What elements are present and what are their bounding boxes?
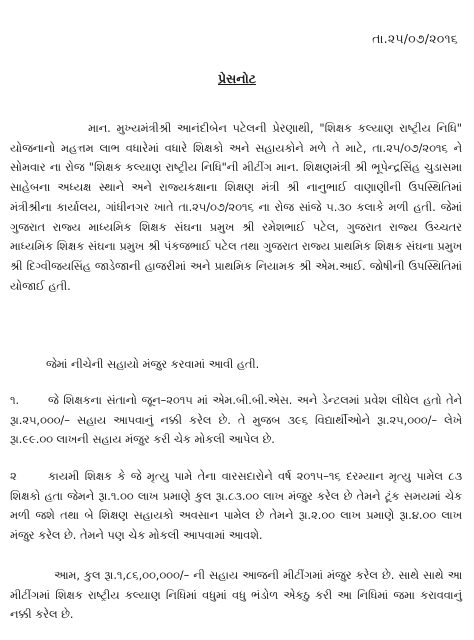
intro-paragraph: માન. મુખ્યમંત્રીશ્રી આનંદીબેન પટેલની પ્રેરણાથી, "શિક્ષક કલ્યાણ રાષ્ટ્રીય નિધિ" યોજનાનો મહત્તમ લાભ વધારેમાં વધારે શિક્ષકો અને સહાયકોને મળે તે માટે, તા.૨૫/૦૭/૨૦૧૬ ને સોમવાર ના રોજ "શિક્ષક કલ્યાણ રાષ્ટ્રીય નિધિ"ની મીટીંગ માન. શિક્ષણમંત્રી શ્રી ભૂપેન્દ્રસિંહ ચુડાસમા સાહેબના અધ્યક્ષ સ્થાને અને રાજ્યકક્ષાના શિક્ષણ મંત્રી શ્રી નાનુભાઈ વાણાણીની ઉપસ્થિતિમાં મંત્રીશ્રીના કાર્યાલય, ગાંધીનગર ખાતે તા.૨૫/૦૭/૨૦૧૬ ના રોજ સાંજે ૫.૩૦ કલાકે મળી હતી. જેમાં ગુજરાત રાજ્ય માધ્યમિક શિક્ષક સંઘના પ્રમુખ શ્રી રમેશભાઈ પટેલ, ગુજરાત રાજ્ય ઉચ્ચતર માધ્યમિક શિક્ષક સંઘના પ્રમુખ શ્રી પંકજભાઈ પટેલ તથા ગુજરાત રાજ્ય પ્રાથમિક શિક્ષક સંઘના પ્રમુખ શ્રી દિગ્વીજયસિંહ જાડેજાની હાજરીમાં અને પ્રાથમિક નિયામક શ્રી એમ.આઈ. જોષીની ઉપસ્થિતિમાં યોજાઈ હતી. — [10, 122, 462, 293]
item-text: જે શિક્ષકના સંતાનો જૂન–૨૦૧૫ માં એમ.બી.બી.એસ. અને ડેન્ટલમાં પ્રવેશ લીધેલ હતો તેને રૂા.૨૫,૦૦૦/– સહાય આપવાનું નક્કી કરેલ છે. તે મુજબ ૩૯૬ વિદ્યાર્થીઓને રૂા.૨૫,૦૦૦/– લેખે રૂા.૯૯.૦૦ લાખની સહાય મંજુર કરી ચેક મોકલી આપેલ છે. — [10, 394, 462, 447]
assistance-intro: જેમાં નીચેની સહાયો મંજુર કરવામાં આવી હતી. — [46, 358, 260, 371]
item-number: ૧. — [10, 394, 20, 407]
document-title: પ્રેસનોટ — [218, 71, 256, 86]
assistance-item-2 — [10, 467, 462, 546]
item-number: ૨ — [10, 470, 17, 483]
item-text: કાયમી શિક્ષક કે જે મૃત્યુ પામે તેના વારસદારોને વર્ષ ૨૦૧૫–૧૬ દરમ્યાન મૃત્યુ પામેલ ૮૩ શિક્ષકો હતા જેમને રૂા.૧.૦૦ લાખ પ્રમાણે કુલ રૂા.૮૩.૦૦ લાખ મંજુર કરેલ છે તેમને ટૂંક સમયમાં ચેક મળી જશે તથા બે શિક્ષણ સહાયકો અવસાન પામેલ છે તેમને રૂા.૨.૦૦ લાખ પ્રમાણે રૂા.૪.૦૦ લાખ મંજુર કરેલ છે. તેમને પણ ચેક મોકલી આપવામાં આવશે. — [10, 470, 462, 543]
document-date: તા.૨૫/૦૭/૨૦૧૬ — [372, 31, 458, 46]
assistance-item-1 — [10, 391, 462, 450]
closing-paragraph: આમ, કુલ રૂા.૧,૮૬,૦૦,૦૦૦/– ની સહાય આજની મીટીંગમાં મંજુર કરેલ છે. સાથે સાથે આ મીટીંગમાં શિક્ષક રાષ્ટ્રીય કલ્યાણ નિધિમાં વધુમાં વધુ ભંડોળ એકઠુ કરી આ નિધિમાં જમા કરાવવાનું નક્કી કરેલ છે. — [10, 569, 462, 622]
